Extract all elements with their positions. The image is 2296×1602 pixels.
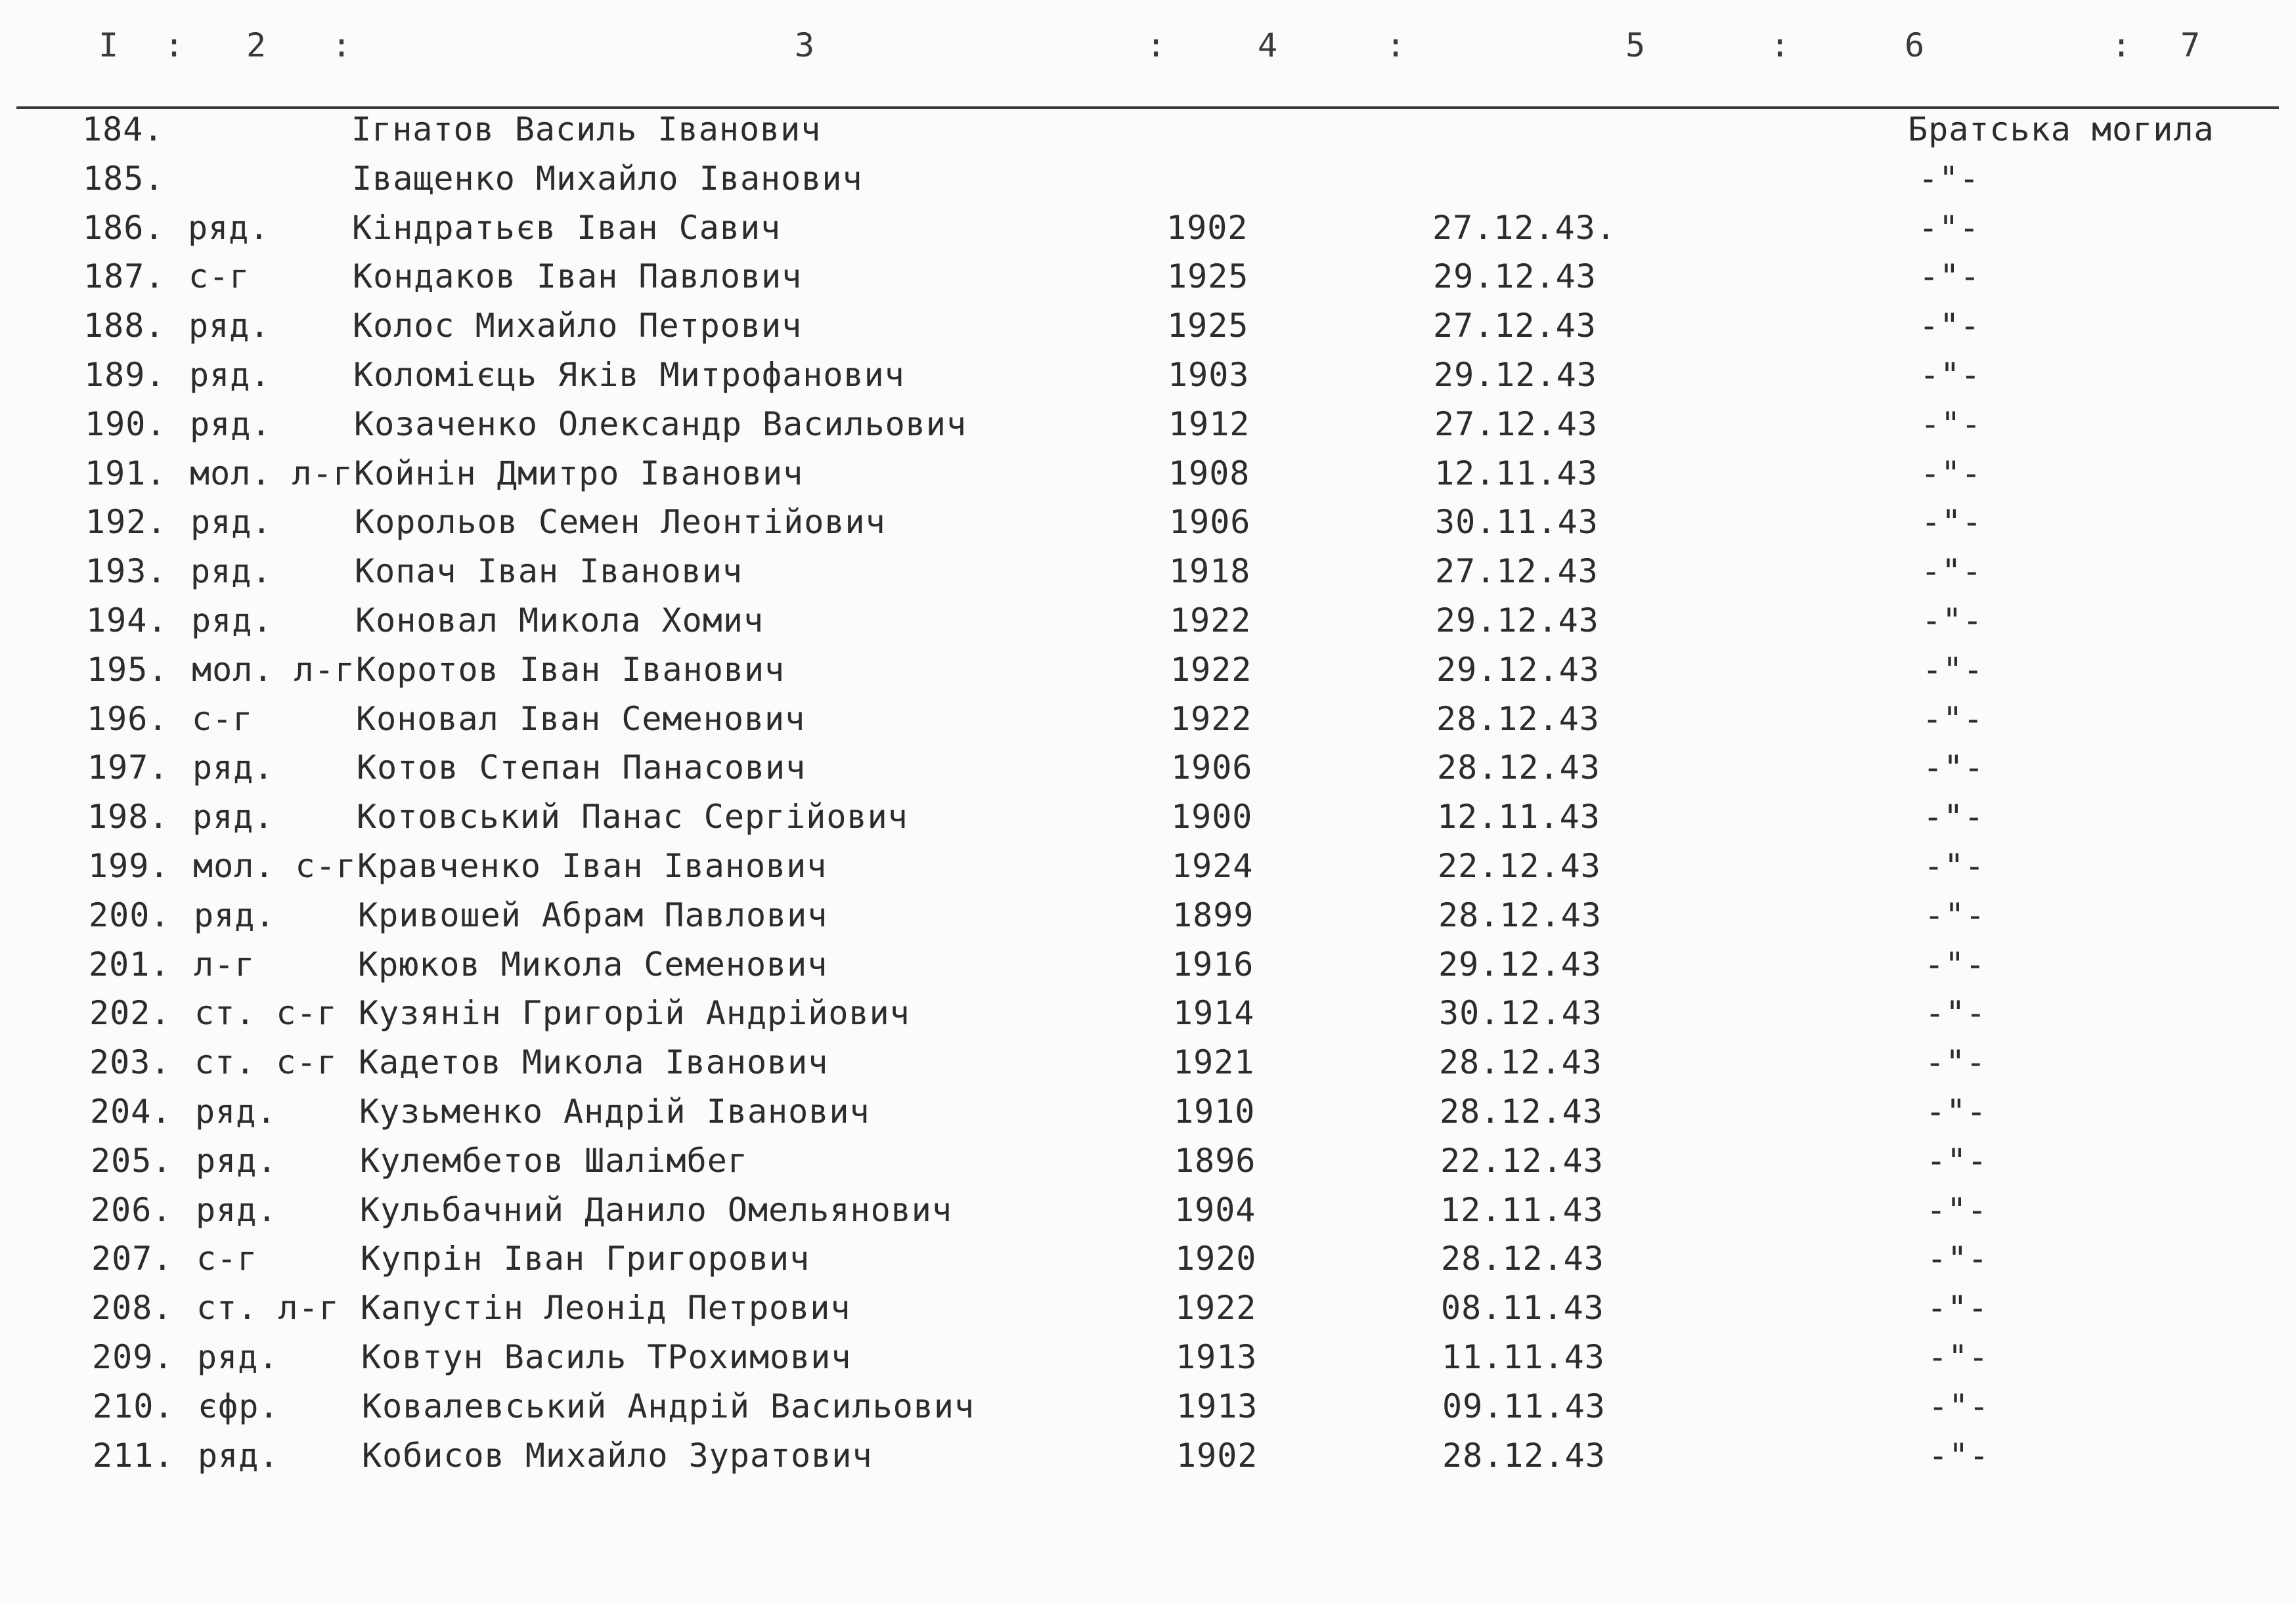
entry-number: 196. [87,700,169,738]
birth-year: 1924 [1172,847,1254,885]
military-rank: ряд. [190,503,273,541]
death-date: 27.12.43 [1434,405,1598,443]
burial-place: -"- [1926,1093,1987,1131]
full-name: Котов Степан Панасович [357,748,806,787]
table-row [91,1289,2259,1335]
entry-number: 197. [87,748,169,787]
military-rank: ст. л-г [196,1289,340,1327]
full-name: Коротов Іван Іванович [356,651,785,689]
military-rank: ряд. [198,1437,280,1475]
burial-place: -"- [1924,847,1985,885]
military-rank: ст. с-г [194,994,338,1032]
full-name: Кравченко Іван Іванович [357,847,828,885]
birth-year: 1913 [1176,1387,1258,1425]
table-row [87,748,2255,794]
column-5-number: 5 [1625,26,1646,64]
death-date: 28.12.43 [1437,748,1601,787]
birth-year: 1916 [1172,945,1254,984]
burial-place: -"- [1926,1191,1988,1229]
birth-year: 1925 [1167,307,1249,345]
table-row [87,700,2254,746]
table-row [84,356,2251,402]
birth-year: 1922 [1170,601,1252,639]
table-row [91,1142,2258,1188]
entry-number: 204. [90,1093,172,1131]
birth-year: 1904 [1174,1191,1256,1229]
entry-number: 206. [91,1191,173,1229]
entry-number: 190. [85,405,167,443]
military-rank: ряд. [192,798,275,836]
birth-year: 1922 [1175,1289,1257,1327]
military-rank: ряд. [188,307,271,345]
death-date: 22.12.43 [1440,1142,1604,1180]
full-name: Кузянін Григорій Андрійович [359,994,910,1032]
birth-year: 1902 [1176,1437,1258,1475]
burial-place: -"- [1927,1240,1989,1278]
entry-number: 187. [83,257,166,295]
table-row [89,1043,2257,1089]
table-row [85,454,2252,500]
table-row [91,1191,2258,1237]
full-name: Кондаков Іван Павлович [353,257,803,295]
column-3-number: 3 [795,26,816,64]
birth-year: 1906 [1171,748,1253,787]
burial-place: -"- [1922,601,1983,639]
death-date: 12.11.43 [1437,798,1601,836]
death-date: 12.11.43 [1434,454,1598,492]
entry-number: 184. [82,110,164,148]
table-row [90,1093,2257,1138]
birth-year: 1908 [1168,454,1250,492]
death-date: 28.12.43 [1438,896,1602,934]
military-rank: ряд. [191,601,273,639]
column-separator: : [1770,26,1791,64]
military-rank: ряд. [192,748,275,787]
full-name: Крюков Микола Семенович [358,945,828,984]
burial-place: -"- [1928,1437,1990,1475]
table-row [89,994,2257,1040]
full-name: Кадетов Микола Іванович [359,1043,829,1081]
burial-place: -"- [1927,1289,1989,1327]
table-row [85,405,2252,451]
death-date: 29.12.43 [1438,945,1602,984]
column-1-number: I [99,26,120,64]
burial-place: -"- [1924,945,1986,984]
birth-year: 1918 [1169,552,1251,590]
table-row [83,307,2251,353]
death-date: 27.12.43. [1432,209,1616,247]
military-rank: ряд. [195,1093,277,1131]
death-date: 30.11.43 [1435,503,1599,541]
table-row [87,798,2255,844]
death-date: 22.12.43 [1438,847,1601,885]
death-date: 30.12.43 [1439,994,1602,1032]
full-name: Коновал Іван Семенович [356,700,806,738]
column-separator: : [164,26,185,64]
birth-year: 1912 [1168,405,1250,443]
death-date: 28.12.43 [1440,1093,1603,1131]
column-separator: : [332,26,353,64]
full-name: Корольов Семен Леонтійович [355,503,886,541]
full-name: Койнін Дмитро Іванович [354,454,804,492]
full-name: Кривошей Абрам Павлович [358,896,828,934]
military-rank: мол. с-г [193,847,357,885]
entry-number: 188. [83,307,166,345]
birth-year: 1899 [1172,896,1254,934]
entry-number: 185. [83,160,165,198]
burial-place: -"- [1923,748,1985,787]
military-rank: єфр. [198,1387,280,1425]
burial-place: -"- [1925,1043,1987,1081]
table-row [92,1338,2259,1384]
table-row [85,503,2253,549]
birth-year: 1906 [1169,503,1251,541]
death-date: 09.11.43 [1442,1387,1606,1425]
burial-place: -"- [1921,552,1983,590]
entry-number: 198. [87,798,169,836]
full-name: Іващенко Михайло Іванович [352,160,863,198]
entry-number: 189. [84,356,166,394]
table-row [83,160,2250,206]
column-7-number: 7 [2180,26,2201,64]
full-name: Кулембетов Шалімбег [360,1142,748,1180]
burial-place: -"- [1918,209,1980,247]
entry-number: 194. [86,601,168,639]
entry-number: 200. [89,896,171,934]
entry-number: 211. [93,1437,175,1475]
military-rank: ряд. [194,896,276,934]
death-date: 08.11.43 [1441,1289,1604,1327]
table-row [91,1240,2259,1286]
death-date: 27.12.43 [1435,552,1599,590]
birth-year: 1913 [1176,1338,1258,1376]
full-name: Кіндратьєв Іван Савич [352,209,782,247]
burial-place: -"- [1920,356,1981,394]
military-rank: с-г [192,700,254,738]
table-row [93,1437,2260,1483]
entry-number: 195. [87,651,169,689]
entry-number: 191. [85,454,167,492]
death-date: 12.11.43 [1440,1191,1604,1229]
birth-year: 1902 [1166,209,1248,247]
full-name: Капустін Леонід Петрович [361,1289,851,1327]
military-rank: ст. с-г [194,1043,338,1081]
table-row [83,209,2250,255]
burial-place: -"- [1918,160,1980,198]
birth-year: 1925 [1167,257,1249,295]
burial-place: -"- [1920,405,1982,443]
column-separator: : [1146,26,1167,64]
full-name: Коновал Микола Хомич [355,601,764,639]
entry-number: 201. [89,945,171,984]
full-name: Коломієць Яків Митрофанович [353,356,905,394]
entry-number: 186. [83,209,165,247]
death-date: 29.12.43 [1433,257,1597,295]
military-rank: л-г [194,945,255,984]
burial-place: -"- [1921,503,1983,541]
entry-number: 202. [89,994,171,1032]
entry-number: 207. [91,1240,173,1278]
full-name: Козаченко Олександр Васильович [354,405,967,443]
birth-year: 1914 [1173,994,1255,1032]
burial-place: -"- [1924,896,1986,934]
burial-place: -"- [1922,651,1984,689]
entry-number: 208. [91,1289,173,1327]
burial-place: -"- [1928,1387,1990,1425]
military-rank: ряд. [197,1338,279,1376]
death-date: 28.12.43 [1439,1043,1602,1081]
military-rank: ряд. [190,405,272,443]
death-date: 28.12.43 [1441,1240,1604,1278]
military-rank: ряд. [196,1142,278,1180]
birth-year: 1921 [1173,1043,1255,1081]
military-rank: мол. л-г [192,651,355,689]
death-date: 29.12.43 [1436,651,1600,689]
full-name: Купрін Іван Григорович [361,1240,810,1278]
burial-place: -"- [1923,798,1985,836]
birth-year: 1896 [1174,1142,1256,1180]
entry-number: 203. [89,1043,171,1081]
full-name: Ковтун Василь ТРохимович [361,1338,852,1376]
military-rank: с-г [196,1240,258,1278]
full-name: Ковалевський Андрій Васильович [362,1387,975,1425]
entry-number: 210. [93,1387,175,1425]
entry-number: 192. [85,503,167,541]
birth-year: 1920 [1175,1240,1257,1278]
full-name: Ігнатов Василь Іванович [351,110,822,148]
entry-number: 205. [91,1142,173,1180]
column-separator: : [2111,26,2132,64]
full-name: Котовський Панас Сергійович [357,798,908,836]
table-row [89,896,2256,942]
full-name: Кульбачний Данило Омельянович [360,1191,952,1229]
table-row [83,257,2251,303]
table-row [88,847,2255,893]
table-row [85,552,2253,598]
burial-place: -"- [1928,1338,1989,1376]
column-6-number: 6 [1905,26,1926,64]
full-name: Колос Михайло Петрович [353,307,803,345]
military-rank: ряд. [190,552,273,590]
birth-year: 1922 [1170,651,1252,689]
birth-year: 1922 [1170,700,1252,738]
death-date: 29.12.43 [1436,601,1599,639]
table-row [89,945,2256,991]
military-rank: ряд. [189,356,271,394]
death-date: 28.12.43 [1442,1437,1606,1475]
military-rank: мол. л-г [190,454,353,492]
full-name: Копач Іван Іванович [355,552,743,590]
death-date: 27.12.43 [1433,307,1597,345]
entry-number: 193. [85,552,167,590]
death-date: 11.11.43 [1442,1338,1605,1376]
column-4-number: 4 [1258,26,1279,64]
burial-place: -"- [1925,994,1987,1032]
death-date: 29.12.43 [1434,356,1597,394]
birth-year: 1900 [1171,798,1253,836]
table-row [87,651,2254,697]
table-row [82,110,2249,156]
burial-place: Братська могила [1908,110,2215,148]
military-rank: ряд. [188,209,270,247]
birth-year: 1910 [1174,1093,1256,1131]
table-row [93,1387,2260,1433]
military-rank: ряд. [196,1191,278,1229]
military-rank: с-г [188,257,250,295]
burial-place: -"- [1922,700,1984,738]
column-2-number: 2 [246,26,267,64]
birth-year: 1903 [1168,356,1250,394]
burial-place: -"- [1926,1142,1988,1180]
table-row [86,601,2253,647]
death-date: 28.12.43 [1436,700,1600,738]
entry-number: 209. [92,1338,174,1376]
column-separator: : [1386,26,1407,64]
full-name: Кобисов Михайло Зуратович [362,1437,873,1475]
burial-place: -"- [1919,307,1981,345]
burial-place: -"- [1920,454,1982,492]
full-name: Кузьменко Андрій Іванович [359,1093,870,1131]
burial-place: -"- [1919,257,1981,295]
entry-number: 199. [88,847,170,885]
